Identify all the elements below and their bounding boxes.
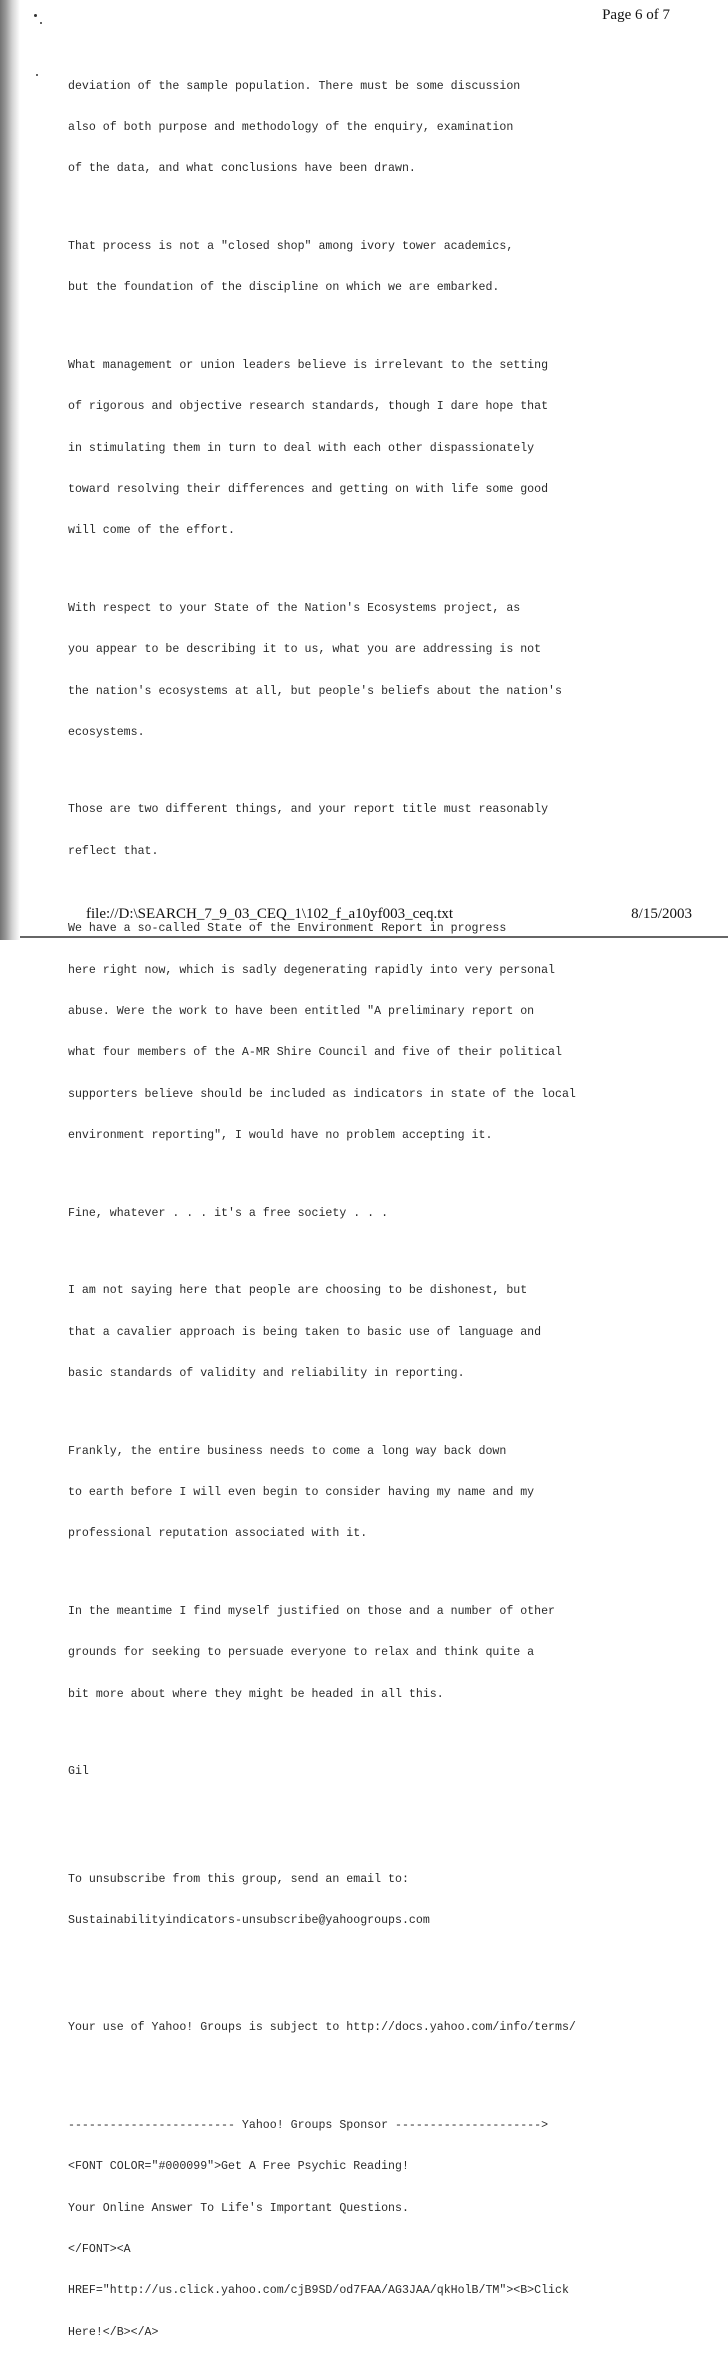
scan-speck [40,22,42,24]
paragraph-4 [68,574,628,767]
scan-speck [34,14,37,17]
scan-speck [36,74,38,76]
text-line: abuse. Were the work to have been entitled "A preliminary report on [68,1005,535,1019]
text-line: Frankly, the entire business needs to come a long way back down [68,1444,507,1458]
terms-notice [68,1994,628,2063]
text-line: of rigorous and objective research standards, though I dare hope that [68,400,549,414]
text-line: but the foundation of the discipline on which we are embarked. [68,281,500,295]
text-line: In the meantime I find myself justified on those and a number of other [68,1604,556,1618]
text-line: the nation's ecosystems at all, but people's beliefs about the nation's [68,684,562,698]
text-line: What management or union leaders believe is irrelevant to the setting [68,358,549,372]
paragraph-8 [68,1257,628,1409]
text-line: reflect that. [68,844,159,858]
file-path-footer: file://D:\SEARCH_7_9_03_CEQ_1\102_f_a10yf003_ceq.txt [86,906,454,922]
sponsor-header: ------------------------ Yahoo! Groups Sponsor ---------------------> [68,2118,549,2132]
text-line: Fine, whatever . . . it's a free society . . . [68,1206,389,1220]
spacer [68,1964,628,1994]
text-line: what four members of the A-MR Shire Council and five of their political [68,1046,562,1060]
text-line: grounds for seeking to persuade everyone to relax and think quite a [68,1646,535,1660]
paragraph-1 [68,52,628,204]
text-line: </FONT><A [68,2243,131,2257]
bottom-edge-line [20,936,728,938]
text-line: environment reporting", I would have no problem accepting it. [68,1129,493,1143]
text-line: of the data, and what conclusions have been drawn. [68,162,416,176]
paragraph-3 [68,331,628,566]
text-line: Here!</B></A> [68,2325,159,2339]
text-line: supporters believe should be included as indicators in state of the local [68,1087,576,1101]
text-line: basic standards of validity and reliability in reporting. [68,1367,465,1381]
paragraph-7 [68,1179,628,1248]
signature [68,1737,628,1806]
paragraph-9 [68,1417,628,1569]
spacer [68,1815,628,1845]
text-line: We have a so-called State of the Environment Report in progress [68,922,507,936]
text-line: That process is not a "closed shop" among ivory tower academics, [68,239,514,253]
paragraph-5 [68,776,628,886]
text-line: also of both purpose and methodology of the enquiry, examination [68,120,514,134]
text-line: ecosystems. [68,725,145,739]
text-line: that a cavalier approach is being taken to basic use of language and [68,1325,542,1339]
text-line: <FONT COLOR="#000099">Get A Free Psychic Reading! [68,2160,409,2174]
text-line: bit more about where they might be headed in all this. [68,1687,444,1701]
text-line: deviation of the sample population. There must be some discussion [68,79,521,93]
text-line: toward resolving their differences and getting on with life some good [68,482,549,496]
text-line: in stimulating them in turn to deal with each other dispassionately [68,441,535,455]
email-body [68,52,628,2376]
text-line: here right now, which is sadly degenerating rapidly into very personal [68,963,556,977]
text-line: To unsubscribe from this group, send an email to: [68,1872,409,1886]
text-line: With respect to your State of the Nation's Ecosystems project, as [68,601,521,615]
sponsor-link[interactable]: HREF="http://us.click.yahoo.com/cjB9SD/od7FAA/AG3JAA/qkHolB/TM"><B>Click [68,2284,569,2298]
spacer [68,2071,628,2091]
text-line: Those are two different things, and your report title must reasonably [68,803,549,817]
paragraph-10 [68,1577,628,1729]
scan-left-edge-shadow [0,0,20,940]
page-number-header: Page 6 of 7 [602,7,670,23]
paragraph-2 [68,212,628,322]
text-line: professional reputation associated with it. [68,1527,368,1541]
text-line: you appear to be describing it to us, what you are addressing is not [68,643,542,657]
sponsor-block [68,2091,628,2367]
text-line: Your Online Answer To Life's Important Questions. [68,2201,409,2215]
unsubscribe-notice [68,1845,628,1955]
terms-link[interactable]: Your use of Yahoo! Groups is subject to http://docs.yahoo.com/info/terms/ [68,2021,576,2035]
text-line: will come of the effort. [68,524,235,538]
date-footer: 8/15/2003 [631,906,692,922]
text-line: to earth before I will even begin to consider having my name and my [68,1485,535,1499]
text-line: I am not saying here that people are choosing to be dishonest, but [68,1284,528,1298]
unsubscribe-email-link[interactable]: Sustainabilityindicators-unsubscribe@yahoogroups.com [68,1913,430,1927]
signature-name: Gil [68,1765,89,1779]
